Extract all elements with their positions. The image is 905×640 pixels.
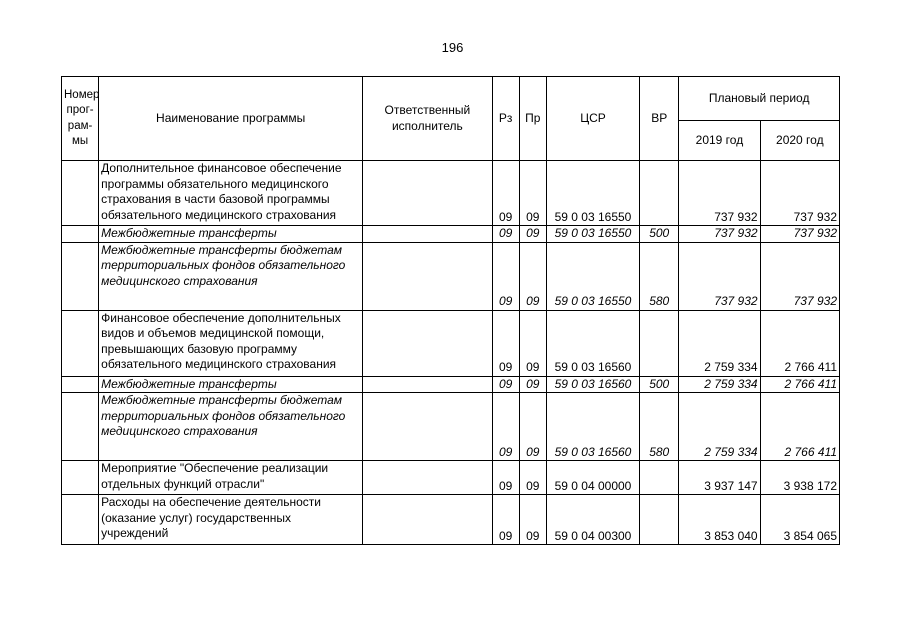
row-vr <box>640 310 679 376</box>
row-program-name: Межбюджетные трансферты бюджетам территориальных фондов обязательного медицинского страхования <box>99 242 363 310</box>
row-vr <box>640 461 679 495</box>
header-pr: Пр <box>519 77 546 161</box>
row-pr: 09 <box>519 242 546 310</box>
table-row <box>62 161 840 226</box>
header-plan-period: Плановый период <box>679 77 840 121</box>
row-responsible <box>363 393 492 461</box>
row-csr: 59 0 03 16560 <box>546 376 639 393</box>
row-vr: 580 <box>640 393 679 461</box>
row-program-name: Дополнительное финансовое обеспечение программы обязательного медицинского страхования в части базовой программы обязательного медицинского страхования <box>99 161 363 226</box>
header-program-name: Наименование программы <box>99 77 363 161</box>
row-pr: 09 <box>519 310 546 376</box>
row-2019-amount: 2 759 334 <box>679 376 760 393</box>
row-rz: 09 <box>492 376 519 393</box>
row-2020-amount: 737 932 <box>760 242 839 310</box>
row-rz: 09 <box>492 226 519 243</box>
row-responsible <box>363 376 492 393</box>
row-program-number <box>62 161 99 226</box>
row-program-number <box>62 461 99 495</box>
table-row <box>62 242 840 310</box>
row-rz: 09 <box>492 242 519 310</box>
row-2019-amount: 737 932 <box>679 226 760 243</box>
header-csr: ЦСР <box>546 77 639 161</box>
row-program-number <box>62 495 99 545</box>
row-rz: 09 <box>492 461 519 495</box>
row-program-number <box>62 393 99 461</box>
header-year-2019: 2019 год <box>679 121 760 161</box>
row-rz: 09 <box>492 393 519 461</box>
table-row <box>62 226 840 243</box>
row-responsible <box>363 161 492 226</box>
row-program-number <box>62 376 99 393</box>
row-program-number <box>62 242 99 310</box>
header-rz: Рз <box>492 77 519 161</box>
row-rz: 09 <box>492 495 519 545</box>
row-2020-amount: 737 932 <box>760 161 839 226</box>
row-2019-amount: 2 759 334 <box>679 393 760 461</box>
row-responsible <box>363 226 492 243</box>
row-pr: 09 <box>519 376 546 393</box>
row-2020-amount: 2 766 411 <box>760 376 839 393</box>
row-csr: 59 0 03 16550 <box>546 226 639 243</box>
row-pr: 09 <box>519 461 546 495</box>
row-2020-amount: 2 766 411 <box>760 393 839 461</box>
row-2020-amount: 3 854 065 <box>760 495 839 545</box>
row-program-name: Мероприятие "Обеспечение реализации отдельных функций отрасли" <box>99 461 363 495</box>
header-vr: ВР <box>640 77 679 161</box>
row-vr <box>640 495 679 545</box>
row-rz: 09 <box>492 310 519 376</box>
table-row <box>62 376 840 393</box>
row-2019-amount: 2 759 334 <box>679 310 760 376</box>
table-row <box>62 461 840 495</box>
row-2019-amount: 3 853 040 <box>679 495 760 545</box>
row-program-number <box>62 226 99 243</box>
row-csr: 59 0 03 16560 <box>546 393 639 461</box>
page-number: 196 <box>441 40 464 55</box>
header-program-number: Номер прог- рам- мы <box>62 77 99 161</box>
row-csr: 59 0 04 00000 <box>546 461 639 495</box>
row-program-number <box>62 310 99 376</box>
header-year-2020: 2020 год <box>760 121 839 161</box>
header-responsible: Ответственный исполнитель <box>363 77 492 161</box>
row-responsible <box>363 461 492 495</box>
row-2020-amount: 737 932 <box>760 226 839 243</box>
row-program-name: Межбюджетные трансферты бюджетам территориальных фондов обязательного медицинского страхования <box>99 393 363 461</box>
row-vr: 500 <box>640 376 679 393</box>
row-pr: 09 <box>519 226 546 243</box>
row-rz: 09 <box>492 161 519 226</box>
row-2020-amount: 3 938 172 <box>760 461 839 495</box>
row-program-name: Межбюджетные трансферты <box>99 376 363 393</box>
table-row <box>62 393 840 461</box>
budget-table <box>61 76 840 545</box>
row-vr: 500 <box>640 226 679 243</box>
row-csr: 59 0 03 16550 <box>546 161 639 226</box>
row-pr: 09 <box>519 495 546 545</box>
row-vr: 580 <box>640 242 679 310</box>
row-2019-amount: 3 937 147 <box>679 461 760 495</box>
row-2019-amount: 737 932 <box>679 242 760 310</box>
row-2019-amount: 737 932 <box>679 161 760 226</box>
row-responsible <box>363 495 492 545</box>
table-row <box>62 310 840 376</box>
row-pr: 09 <box>519 393 546 461</box>
row-2020-amount: 2 766 411 <box>760 310 839 376</box>
row-program-name: Межбюджетные трансферты <box>99 226 363 243</box>
row-csr: 59 0 04 00300 <box>546 495 639 545</box>
row-csr: 59 0 03 16560 <box>546 310 639 376</box>
row-program-name: Финансовое обеспечение дополнительных видов и объемов медицинской помощи, превышающих базовую программу обязательного медицинского страхования <box>99 310 363 376</box>
row-program-name: Расходы на обеспечение деятельности (оказание услуг) государственных учреждений <box>99 495 363 545</box>
row-vr <box>640 161 679 226</box>
row-pr: 09 <box>519 161 546 226</box>
row-responsible <box>363 310 492 376</box>
row-responsible <box>363 242 492 310</box>
table-row <box>62 495 840 545</box>
row-csr: 59 0 03 16550 <box>546 242 639 310</box>
